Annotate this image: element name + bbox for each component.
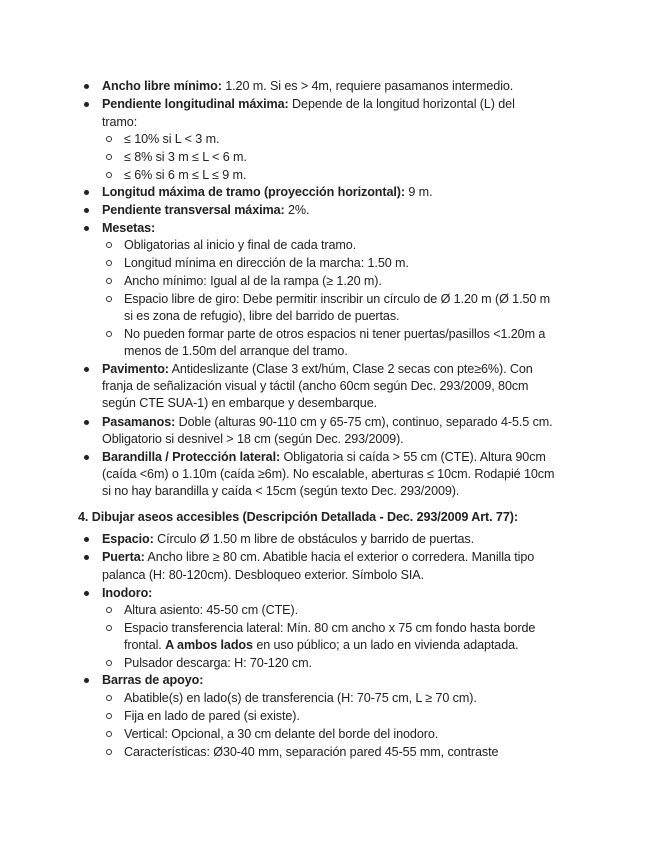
item-text: Obligatoria si caída > 55 cm (CTE). Altura 90cm: [280, 450, 546, 464]
bullet-icon: [84, 208, 89, 213]
sub-bullet-icon: [106, 278, 112, 284]
item-text: 1.20 m. Si es > 4m, requiere pasamanos intermedio.: [221, 79, 514, 93]
list-item-longitud: [102, 183, 432, 201]
list-item-inodoro: Inodoro:: [102, 586, 153, 600]
item-text-continuation: Obligatorio si desnivel > 18 cm (según Dec. 293/2009).: [102, 432, 404, 446]
sub-bullet-icon: [106, 625, 112, 631]
item-label: Pasamanos:: [102, 415, 176, 429]
list-item-mesetas: Mesetas:: [102, 221, 156, 235]
sub-list-item: Fija en lado de pared (si existe).: [124, 709, 300, 723]
item-text: Antideslizante (Clase 3 ext/húm, Clase 2 secas con pte≥6%). Con: [168, 362, 533, 376]
sub-list-item: Vertical: Opcional, a 30 cm delante del borde del inodoro.: [124, 727, 439, 741]
sub-bullet-icon: [106, 154, 112, 160]
sub-list-item: Longitud mínima en dirección de la marcha: 1.50 m.: [124, 256, 409, 270]
item-text-continuation: palanca (H: 80-120cm). Desbloqueo exterior. Símbolo SIA.: [102, 568, 425, 582]
list-item-barras: Barras de apoyo:: [102, 673, 204, 687]
item-text-continuation: (caída <6m) o 1.10m (caída ≥6m). No escalable, aberturas ≤ 10cm. Rodapié 10cm: [102, 467, 555, 481]
item-label: Longitud máxima de tramo (proyección horizontal):: [102, 185, 405, 199]
list-item-pendiente-long: [102, 95, 515, 113]
sub-bullet-icon: [106, 260, 112, 266]
list-item-pavimento: [102, 360, 533, 378]
bullet-icon: [84, 367, 89, 372]
sub-list-item: ≤ 10% si L < 3 m.: [124, 132, 220, 146]
bullet-icon: [84, 84, 89, 89]
item-text-continuation: franja de señalización visual y táctil (ancho 60cm según Dec. 293/2009, 80cm: [102, 379, 529, 393]
sub-list-item: Espacio libre de giro: Debe permitir inscribir un círculo de Ø 1.20 m (Ø 1.50 m: [124, 292, 551, 306]
sub-bullet-icon: [106, 136, 112, 142]
sub-bullet-icon: [106, 296, 112, 302]
item-text: 2%.: [284, 203, 310, 217]
sub-bullet-icon: [106, 607, 112, 613]
sub-list-item: Altura asiento: 45-50 cm (CTE).: [124, 603, 298, 617]
sub-list-item-continuation: [124, 636, 518, 654]
item-label: Pendiente transversal máxima:: [102, 203, 285, 217]
item-text-continuation: tramo:: [102, 115, 138, 129]
item-text: 9 m.: [404, 185, 433, 199]
bullet-icon: [84, 190, 89, 195]
item-label: Ancho libre mínimo:: [102, 79, 222, 93]
item-label: Pavimento:: [102, 362, 169, 376]
item-text: frontal.: [124, 638, 166, 652]
item-label: Puerta:: [102, 550, 145, 564]
list-item-pendiente-trans: [102, 201, 309, 219]
sub-list-item: Ancho mínimo: Igual al de la rampa (≥ 1.20 m).: [124, 274, 382, 288]
emphasis-text: A ambos lados: [165, 638, 253, 652]
item-text: Ancho libre ≥ 80 cm. Abatible hacia el exterior o corredera. Manilla tipo: [144, 550, 535, 564]
sub-list-item-continuation: menos de 1.50m del arranque del tramo.: [124, 344, 348, 358]
item-text: Doble (alturas 90-110 cm y 65-75 cm), continuo, separado 4-5.5 cm.: [175, 415, 553, 429]
sub-bullet-icon: [106, 713, 112, 719]
sub-bullet-icon: [106, 660, 112, 666]
sub-list-item: Pulsador descarga: H: 70-120 cm.: [124, 656, 312, 670]
sub-list-item: No pueden formar parte de otros espacios ni tener puertas/pasillos <1.20m a: [124, 327, 546, 341]
item-text-continuation: si no hay barandilla y caída < 15cm (según texto Dec. 293/2009).: [102, 484, 460, 498]
list-item-puerta: [102, 548, 534, 566]
list-item-espacio: [102, 530, 474, 548]
sub-bullet-icon: [106, 331, 112, 337]
sub-bullet-icon: [106, 749, 112, 755]
bullet-icon: [84, 591, 89, 596]
item-text-continuation: según CTE SUA-1) en embarque y desembarque.: [102, 396, 378, 410]
item-text: Depende de la longitud horizontal (L) del: [288, 97, 515, 111]
sub-list-item-continuation: si es zona de refugio), libre del barrido de puertas.: [124, 309, 400, 323]
sub-list-item: ≤ 8% si 3 m ≤ L < 6 m.: [124, 150, 247, 164]
bullet-icon: [84, 537, 89, 542]
bullet-icon: [84, 226, 89, 231]
item-label: Pendiente longitudinal máxima:: [102, 97, 289, 111]
item-text: en uso público; a un lado en vivienda adaptada.: [252, 638, 519, 652]
item-label: Barandilla / Protección lateral:: [102, 450, 281, 464]
sub-list-item: Espacio transferencia lateral: Mín. 80 cm ancho x 75 cm fondo hasta borde: [124, 621, 536, 635]
sub-list-item: Obligatorias al inicio y final de cada tramo.: [124, 238, 357, 252]
list-item-barandilla: [102, 448, 546, 466]
sub-bullet-icon: [106, 695, 112, 701]
bullet-icon: [84, 678, 89, 683]
bullet-icon: [84, 555, 89, 560]
sub-bullet-icon: [106, 731, 112, 737]
item-label: Espacio:: [102, 532, 154, 546]
bullet-icon: [84, 420, 89, 425]
sub-bullet-icon: [106, 172, 112, 178]
section-heading: 4. Dibujar aseos accesibles (Descripción Detallada - Dec. 293/2009 Art. 77):: [78, 510, 518, 524]
list-item-ancho: [102, 77, 513, 95]
sub-list-item: ≤ 6% si 6 m ≤ L ≤ 9 m.: [124, 168, 247, 182]
bullet-icon: [84, 455, 89, 460]
sub-bullet-icon: [106, 242, 112, 248]
sub-list-item: Abatible(s) en lado(s) de transferencia (H: 70-75 cm, L ≥ 70 cm).: [124, 691, 477, 705]
list-item-pasamanos: [102, 413, 553, 431]
bullet-icon: [84, 102, 89, 107]
sub-list-item: Características: Ø30-40 mm, separación pared 45-55 mm, contraste: [124, 745, 499, 759]
item-text: Círculo Ø 1.50 m libre de obstáculos y barrido de puertas.: [153, 532, 475, 546]
